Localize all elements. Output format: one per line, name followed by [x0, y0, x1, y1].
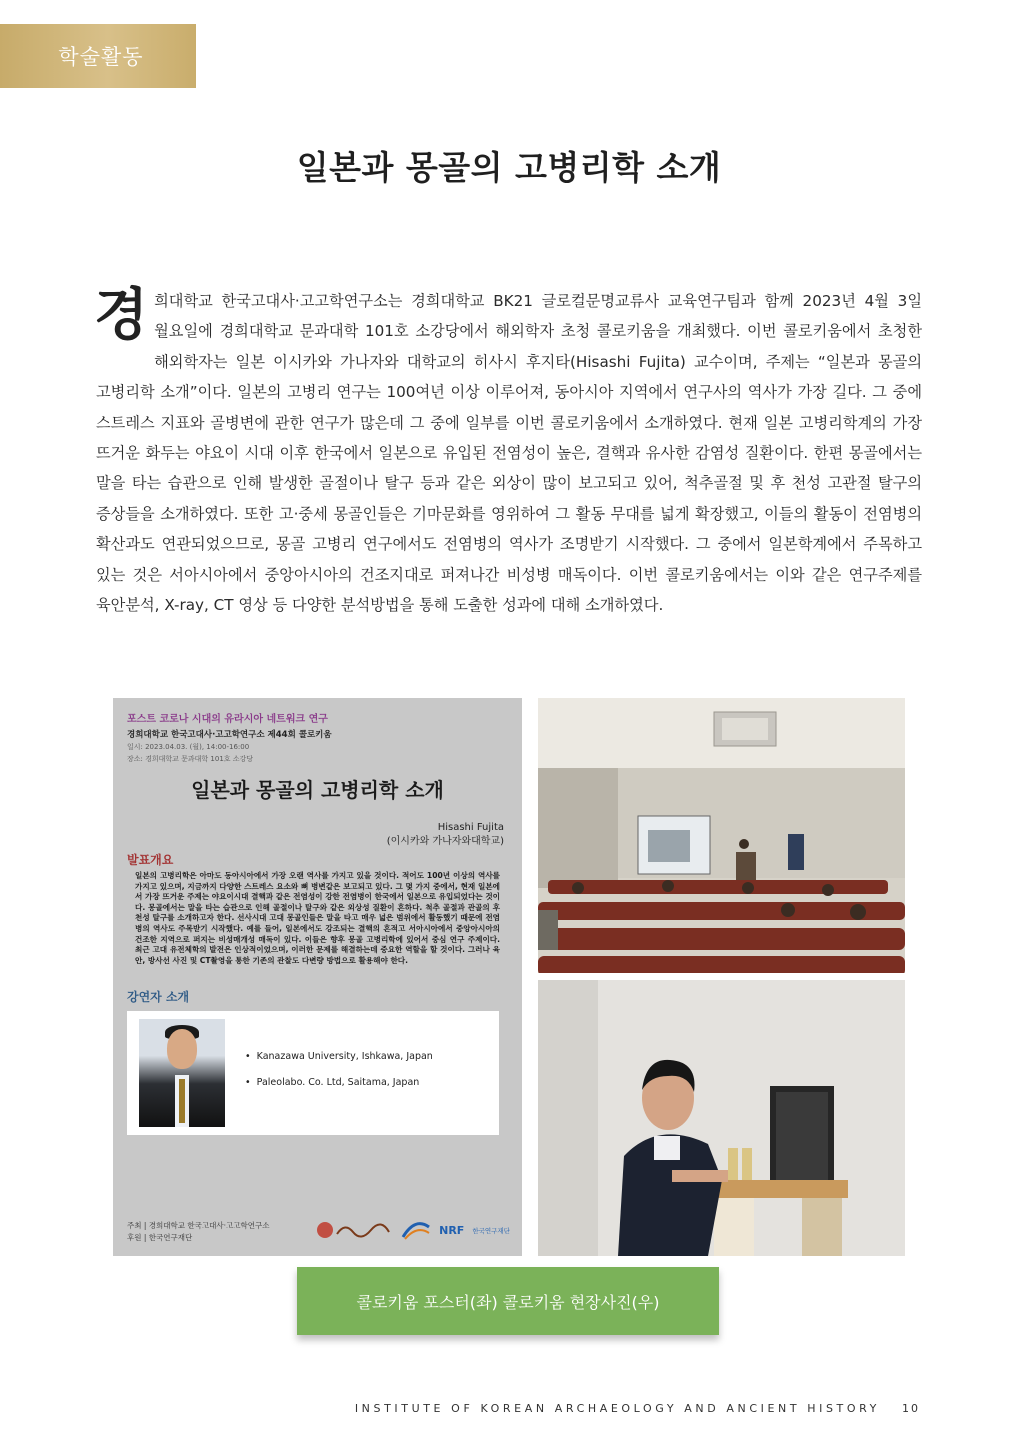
lecture-hall-illustration — [538, 698, 905, 973]
photo-caption-text: 콜로키움 포스터(좌) 콜로키움 현장사진(우) — [356, 1292, 660, 1312]
speaker-podium-illustration — [538, 980, 905, 1256]
nrf-swoosh-icon — [401, 1219, 431, 1241]
poster-affiliation: • Kanazawa University, Ishkawa, Japan — [245, 1051, 433, 1063]
poster-org: 경희대학교 한국고대사·고고학연구소 제44회 콜로키움 — [127, 730, 332, 740]
article-body — [94, 283, 922, 620]
poster-speaker — [127, 821, 508, 849]
lecture-hall-photo — [538, 698, 905, 973]
portrait-face — [167, 1029, 197, 1069]
poster-host: 주최 | 경희대학교 한국고대사·고고학연구소 — [127, 1221, 270, 1230]
poster-date: 일시: 2023.04.03. (월), 14:00-16:00 — [127, 743, 250, 751]
university-logo-icon — [315, 1218, 393, 1242]
section-tab — [0, 24, 196, 88]
portrait-tie — [179, 1079, 185, 1123]
section-tab-label: 학술활동 — [58, 45, 144, 69]
poster-place: 장소: 경희대학교 문과대학 101호 소강당 — [127, 755, 254, 763]
poster-speaker-heading: 강연자 소개 — [127, 990, 190, 1005]
drop-cap: 경 — [94, 283, 149, 348]
poster-speaker-box — [127, 1011, 499, 1135]
photo-caption — [297, 1267, 719, 1335]
poster-affiliation: • Paleolabo. Co. Ltd, Saitama, Japan — [245, 1077, 420, 1089]
poster-speaker-affil: (이시카와 가나자와대학교) — [386, 836, 504, 847]
poster-abstract: 일본의 고병리학은 아마도 동아시아에서 가장 오랜 역사를 가지고 있을 것이다. 적어도 100년 이상의 역사를 가지고 있으며, 지금까지 다양한 스트레스 요소와 뼈 병변같은 보고되고 있다. 그 몇 가지 중에서, 현재 일본에서 가장 뜨거운 주제는 야요이시대 결핵과 같은 전염성이 강한 전염병이 한국에서 일본으로 유입되었다는 것이다. 몽골에서는 말을 타는 습관으로 인해 골절이나 탈구와 같은 외상성 질환이 흔하다. 척추 골절과 관골의 후천성 탈구를 소개하고자 한다. 선사시대 고대 몽골인들은 말을 타고 매우 넓은 범위에서 활동했기 때문에 전염병의 역사도 주목받기 시작했다. 예를 들어, 일본에서도 강조되는 결핵의 흔적고 서아시아에서 중앙아시아의 건조한 지역으로 퍼지는 비성매개성 매독이 있다. 이들은 향후 몽골 고병리학에 있어서 중심 연구 주제이다. 최근 고대 유전체학의 발전은 인상적이었으며, 이러한 문제를 해결하는데 중요한 역할을 할 것이다. 그러나 육안, 방사선 사진 및 CT촬영을 통한 기존의 관찰도 다변량 방법으로 활용해야 한다. — [135, 871, 500, 965]
poster-speaker-name: Hisashi Fujita — [437, 822, 504, 833]
article-text: 희대학교 한국고대사·고고학연구소는 경희대학교 BK21 글로컬문명교류사 교육연구팀과 함께 2023년 4월 3일 월요일에 경희대학교 문과대학 101호 소강당에서 해외학자 초청 콜로키움을 개최했다. 이번 콜로키움에서 초청한 해외학자는 일본 이시카와 가나자와 대학교의 히사시 후지타(Hisashi Fujita) 교수이며, 주제는 “일본과 몽골의 고병리학 소개”이다. 일본의 고병리 연구는 100여년 이상 이루어져, 동아시아 지역에서 연구사의 역사가 가장 길다. 그 중에 스트레스 지표와 골병변에 관한 연구가 많은데 그 중에 일부를 이번 콜로키움에서 소개하였다. 현재 일본 고병리학계의 가장 뜨거운 화두는 야요이 시대 이후 한국에서 일본으로 유입된 전염성이 높은, 결핵과 유사한 감염성 질환이다. 한편 몽골에서는 말을 타는 습관으로 인해 발생한 골절이나 탈구 등과 같은 외상이 많이 보고되고 있어, 척추골절 및 후 천성 고관절 탈구의 증상들을 소개하였다. 또한 고·중세 몽골인들은 기마문화를 영위하여 그 활동 무대를 넓게 확장했고, 이들의 활동이 전염병의 확산과도 연관되었으므로, 몽골 고병리 연구에서도 전염병의 역사가 조명받기 시작했다. 그 중에서 일본학계에서 주목하고 있는 것은 서아시아에서 중앙아시아의 건조지대로 퍼져나간 비성병 매독이다. 이번 콜로키움에서는 이와 같은 연구주제를 육안분석, X-ray, CT 영상 등 다양한 분석방법을 통해 도출한 성과에 대해 소개하였다. — [96, 292, 922, 615]
page-title: 일본과 몽골의 고병리학 소개 — [296, 148, 722, 187]
speaker-portrait — [139, 1019, 225, 1127]
page-footer — [355, 1402, 920, 1415]
poster-footer — [127, 1220, 269, 1244]
poster-affiliation-text: Kanazawa University, Ishkawa, Japan — [256, 1051, 433, 1063]
nrf-logo-subtext: 한국연구재단 — [472, 1226, 510, 1235]
poster-sponsor: 후원 | 한국연구재단 — [127, 1233, 193, 1242]
poster-series: 포스트 코로나 시대의 유라시아 네트워크 연구 — [127, 714, 328, 725]
poster-title: 일본과 몽골의 고병리학 소개 — [191, 778, 444, 802]
colloquium-poster — [113, 698, 522, 1256]
institute-name: INSTITUTE OF KOREAN ARCHAEOLOGY AND ANCIENT HISTORY — [354, 1402, 880, 1415]
page-number: 10 — [902, 1402, 920, 1415]
poster-abstract-heading: 발표개요 — [127, 853, 174, 867]
poster-logos — [315, 1218, 510, 1242]
speaker-podium-photo — [538, 980, 905, 1256]
poster-affiliation-text: Paleolabo. Co. Ltd, Saitama, Japan — [256, 1077, 420, 1089]
nrf-logo-text: NRF — [439, 1223, 465, 1237]
